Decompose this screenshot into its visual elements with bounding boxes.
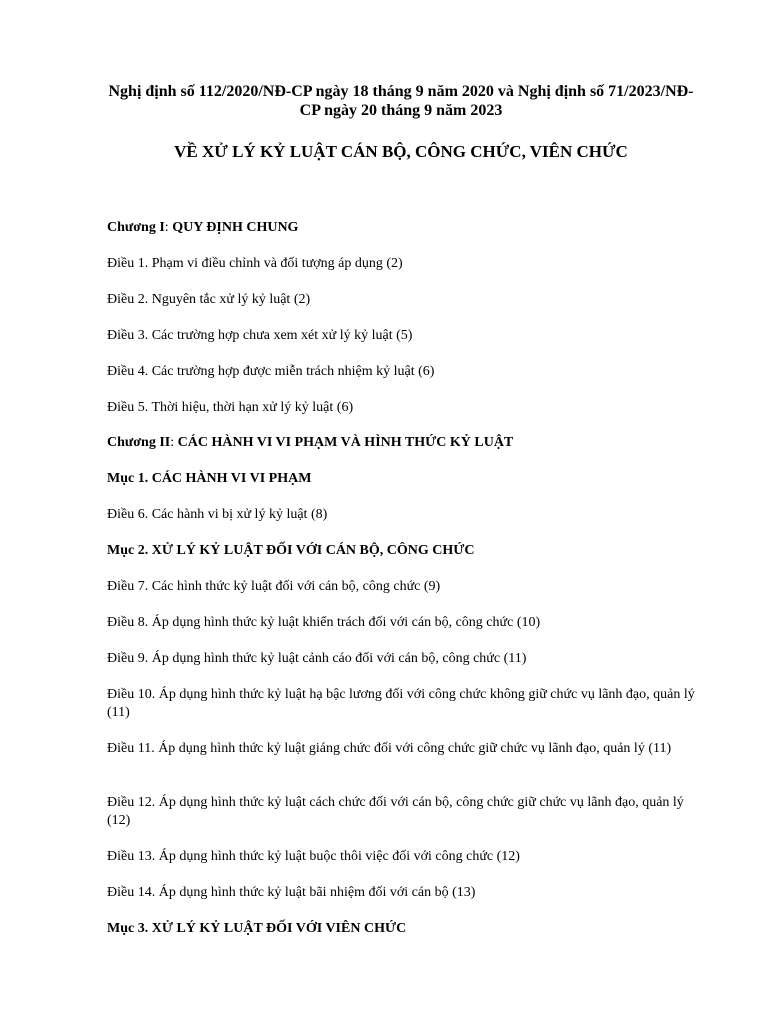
document-title: Nghị định số 112/2020/NĐ-CP ngày 18 tháng 9 năm 2020 và Nghị định số 71/2023/NĐ-CP ngày 20 tháng 9 năm 2023: [108, 83, 694, 119]
toc-item-dieu-3: Điều 3. Các trường hợp chưa xem xét xử lý kỷ luật (5): [107, 328, 413, 343]
toc-item-dieu-8: Điều 8. Áp dụng hình thức kỷ luật khiển trách đối với cán bộ, công chức (10): [107, 615, 541, 630]
toc-item-dieu-2: Điều 2. Nguyên tắc xử lý kỷ luật (2): [107, 292, 311, 307]
toc-item-dieu-13: Điều 13. Áp dụng hình thức kỷ luật buộc thôi việc đối với công chức (12): [107, 849, 520, 864]
section-heading-2: Mục 2. XỬ LÝ KỶ LUẬT ĐỐI VỚI CÁN BỘ, CÔNG CHỨC: [107, 543, 475, 558]
toc-item-dieu-4: Điều 4. Các trường hợp được miễn trách nhiệm kỷ luật (6): [107, 364, 435, 379]
toc-item-dieu-12: Điều 12. Áp dụng hình thức kỷ luật cách chức đối với cán bộ, công chức giữ chức vụ lãnh đạo, quản lý (12): [107, 795, 684, 828]
chapter-heading-2: Chương II: CÁC HÀNH VI VI PHẠM VÀ HÌNH THỨC KỶ LUẬT: [107, 435, 514, 450]
toc-item-dieu-9: Điều 9. Áp dụng hình thức kỷ luật cảnh cáo đối với cán bộ, công chức (11): [107, 651, 527, 666]
chapter-heading-1: Chương I: QUY ĐỊNH CHUNG: [107, 220, 299, 235]
toc-item-dieu-11: Điều 11. Áp dụng hình thức kỷ luật giáng chức đối với công chức giữ chức vụ lãnh đạo, quản lý (11): [107, 741, 672, 756]
document-subtitle: VỀ XỬ LÝ KỶ LUẬT CÁN BỘ, CÔNG CHỨC, VIÊN CHỨC: [174, 142, 628, 161]
toc-item-dieu-7: Điều 7. Các hình thức kỷ luật đối với cán bộ, công chức (9): [107, 579, 441, 594]
toc-item-dieu-1: Điều 1. Phạm vi điều chỉnh và đối tượng áp dụng (2): [107, 256, 403, 271]
section-heading-1: Mục 1. CÁC HÀNH VI VI PHẠM: [107, 471, 312, 486]
toc-item-dieu-5: Điều 5. Thời hiệu, thời hạn xử lý kỷ luật (6): [107, 400, 354, 415]
toc-item-dieu-6: Điều 6. Các hành vi bị xử lý kỷ luật (8): [107, 507, 328, 522]
toc-item-dieu-14: Điều 14. Áp dụng hình thức kỷ luật bãi nhiệm đối với cán bộ (13): [107, 885, 476, 900]
toc-item-dieu-10: Điều 10. Áp dụng hình thức kỷ luật hạ bậc lương đối với công chức không giữ chức vụ lãnh đạo, quản lý (11): [107, 687, 695, 720]
section-heading-3: Mục 3. XỬ LÝ KỶ LUẬT ĐỐI VỚI VIÊN CHỨC: [107, 921, 407, 936]
